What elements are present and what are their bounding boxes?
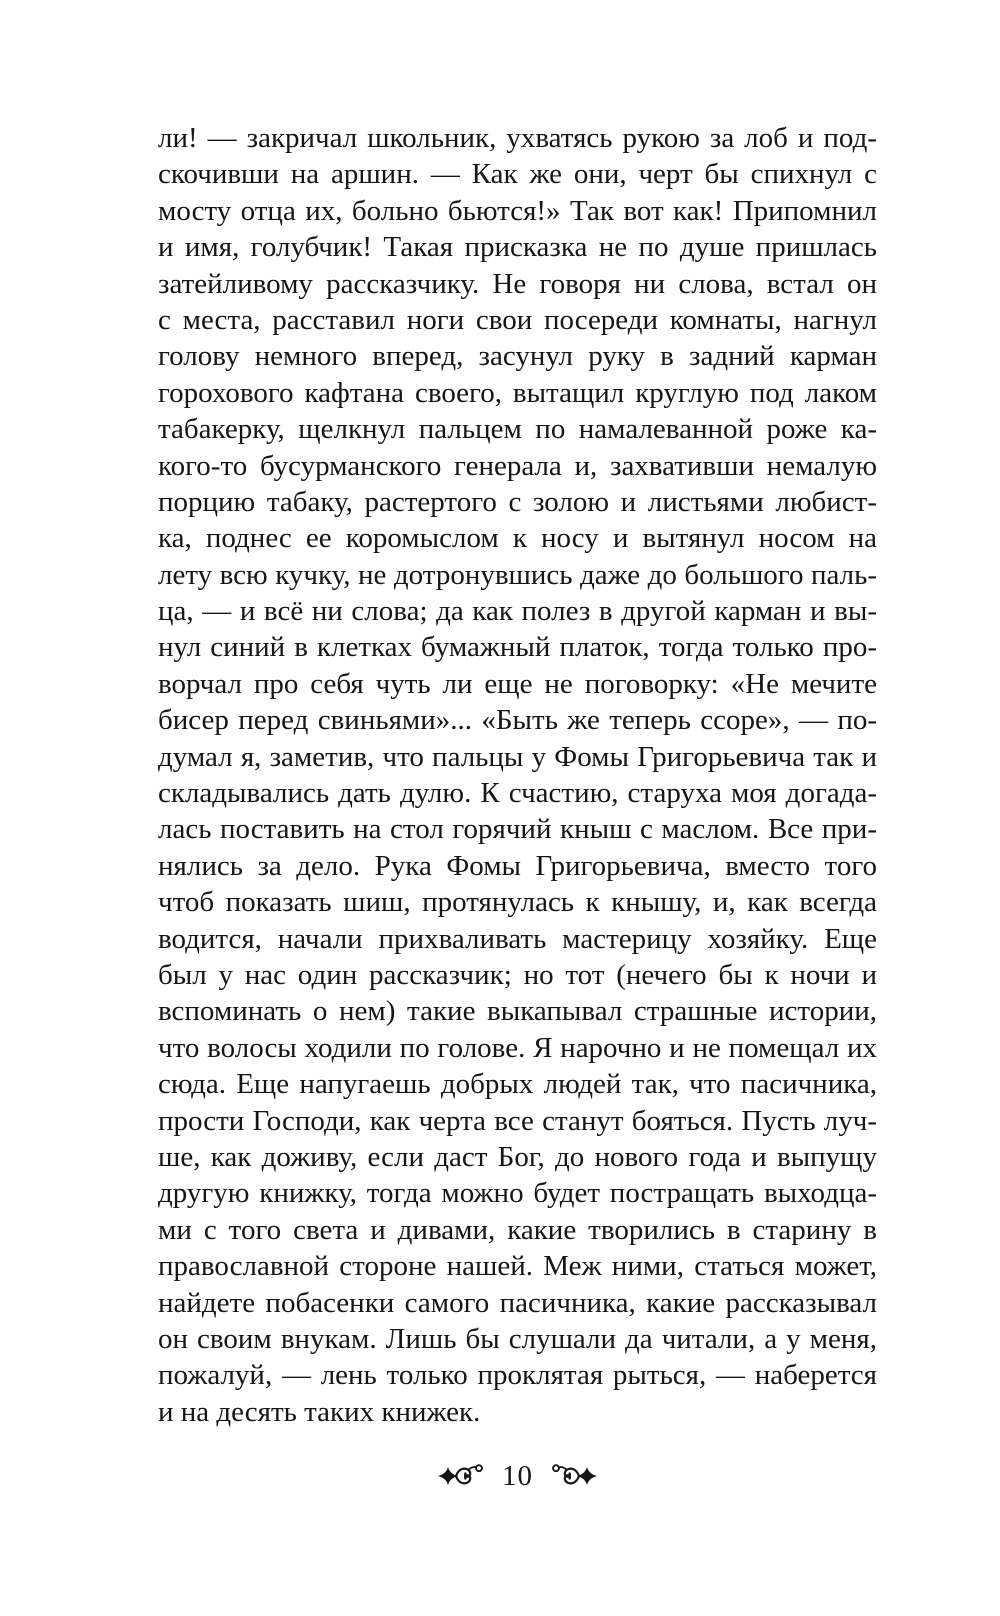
text-line: кого-то бусурманского генерала и, захвативши немалую — [158, 449, 877, 482]
text-line: складывались дать дулю. К счастию, старуха моя догада- — [158, 777, 877, 810]
text-line: что волосы ходили по голове. Я нарочно и не помещал их — [158, 1031, 877, 1064]
text-line: ца, — и всё ни слова; да как полез в другой карман и вы- — [158, 595, 877, 628]
text-line: ли! — закричал школьник, ухватясь рукою за лоб и под- — [158, 122, 877, 154]
text-line: он своим внукам. Лишь бы слушали да читали, а у меня, — [158, 1322, 877, 1355]
text-line: нялись за дело. Рука Фомы Григорьевича, вместо того — [158, 849, 877, 882]
text-line: чтоб показать шиш, протянулась к кнышу, и, как всегда — [158, 886, 877, 919]
text-line: водится, начали прихваливать мастерицу хозяйку. Еще — [158, 922, 877, 955]
text-line: затейливому рассказчику. Не говоря ни слова, встал он — [158, 267, 877, 300]
text-line: ше, как доживу, если даст Бог, до нового года и выпущу — [158, 1140, 877, 1173]
fleuron-left-icon — [438, 1462, 484, 1490]
text-line: горохового кафтана своего, вытащил круглую под лаком — [158, 376, 877, 409]
fleuron-right-icon — [551, 1462, 597, 1490]
text-line: мосту отца их, больно бьются!» Так вот как! Припомнил — [158, 194, 877, 227]
text-line: ворчал про себя чуть ли еще не поговорку: «Не мечите — [158, 667, 877, 700]
text-line: православной стороне нашей. Меж ними, статься может, — [158, 1250, 877, 1283]
text-line: ми с того света и дивами, какие творились в старину в — [158, 1213, 877, 1246]
text-line: табакерку, щелкнул пальцем по намалеванной роже ка- — [158, 413, 877, 446]
text-line: думал я, заметив, что пальцы у Фомы Григорьевича так и — [158, 740, 877, 773]
text-line: прости Господи, как черта все станут бояться. Пусть луч- — [158, 1104, 877, 1137]
page-footer — [158, 1458, 877, 1494]
text-line: скочивши на аршин. — Как же они, черт бы спихнул с — [158, 158, 877, 191]
text-line: сюда. Еще напугаешь добрых людей так, что пасичника, — [158, 1068, 877, 1101]
text-line: ка, поднес ее коромыслом к носу и вытянул носом на — [158, 522, 877, 555]
text-line: найдете побасенки самого пасичника, какие рассказывал — [158, 1286, 877, 1319]
text-line: пожалуй, — лень только проклятая рыться, — наберется — [158, 1359, 877, 1392]
page-number: 10 — [502, 1460, 533, 1492]
text-line: и имя, голубчик! Такая присказка не по душе пришлась — [158, 231, 877, 264]
text-line: лету всю кучку, не дотронувшись даже до большого паль- — [158, 558, 877, 591]
text-line: другую книжку, тогда можно будет постращать выходца- — [158, 1177, 877, 1210]
text-line: был у нас один рассказчик; но тот (нечего бы к ночи и — [158, 958, 877, 991]
text-line: бисер перед свиньями»... «Быть же теперь ссоре», — по- — [158, 704, 877, 737]
text-line: нул синий в клетках бумажный платок, тогда только про- — [158, 631, 877, 664]
text-line: с места, расставил ноги свои посереди комнаты, нагнул — [158, 303, 877, 336]
text-line: лась поставить на стол горячий кныш с маслом. Все при- — [158, 813, 877, 846]
text-line: порцию табаку, растертого с золою и листьями любист- — [158, 485, 877, 518]
text-line: и на десять таких книжек. — [158, 1395, 481, 1428]
body-text — [158, 120, 877, 1430]
text-line: вспоминать о нем) такие выкапывал страшные истории, — [158, 995, 877, 1028]
text-line: голову немного вперед, засунул руку в задний карман — [158, 340, 877, 373]
